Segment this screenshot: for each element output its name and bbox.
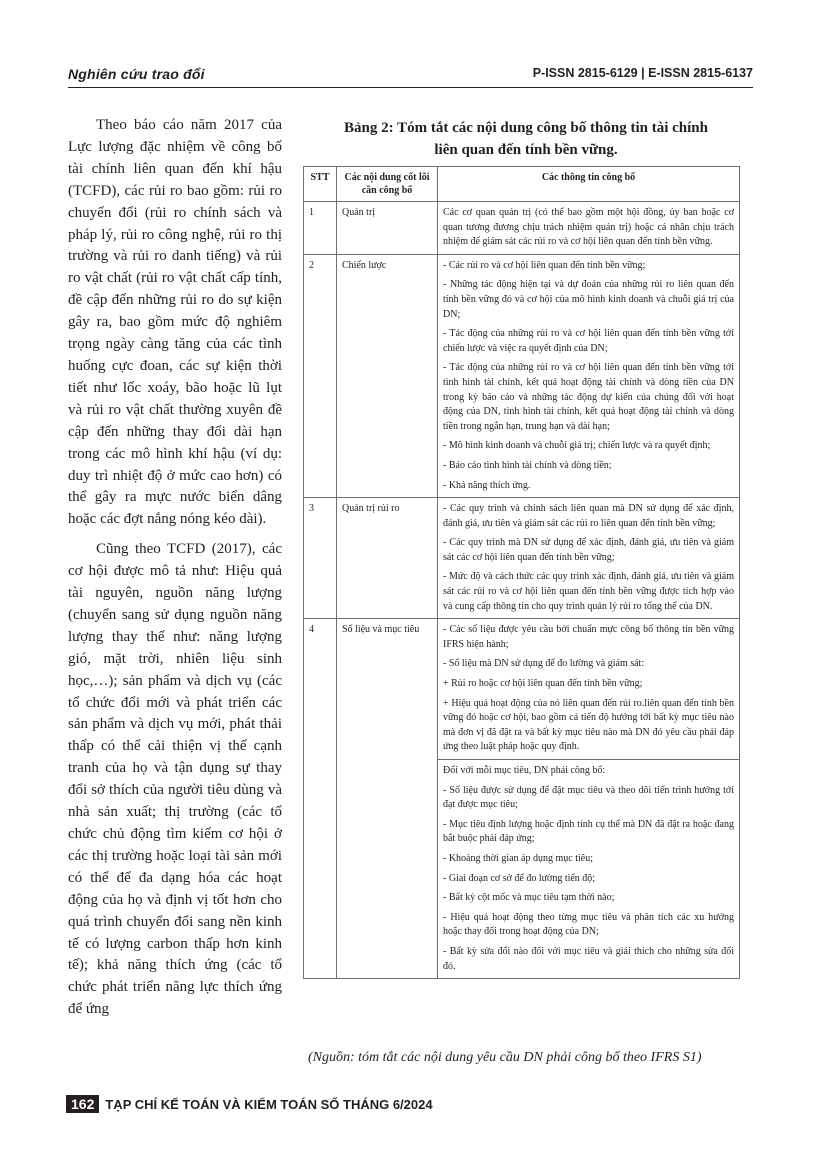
header-stt: STT xyxy=(304,167,337,202)
info-line: - Giai đoạn cơ sở để đo lường tiến độ; xyxy=(443,872,596,884)
page-header xyxy=(68,66,753,88)
table-row xyxy=(304,202,740,255)
journal-name: TẠP CHÍ KẾ TOÁN VÀ KIỂM TOÁN SỐ THÁNG 6/2024 xyxy=(105,1096,433,1112)
table-row xyxy=(304,254,740,497)
table-header-row xyxy=(304,167,740,202)
cell-core-content: Quản trị rủi ro xyxy=(337,498,438,619)
cell-core-content: Số liệu và mục tiêu xyxy=(337,619,438,979)
header-core-content: Các nội dung cốt lõi cần công bố xyxy=(337,167,438,202)
cell-disclosure-info xyxy=(438,202,740,255)
cell-disclosure-info xyxy=(438,498,740,619)
cell-disclosure-info xyxy=(438,760,740,979)
cell-stt: 1 xyxy=(304,202,337,255)
info-line: - Các số liệu được yêu cầu bởi chuẩn mực công bố thông tin bền vững IFRS hiện hành; xyxy=(443,624,734,650)
page-footer xyxy=(66,1093,433,1115)
info-line: - Bất kỳ cột mốc và mục tiêu tạm thời nào; xyxy=(443,892,615,904)
table-source-note: (Nguồn: tóm tắt các nội dung yêu cầu DN phải công bố theo IFRS S1) xyxy=(308,1050,702,1065)
cell-stt: 2 xyxy=(304,254,337,497)
info-line: - Các quy trình mà DN sử dụng để xác định, đánh giá, ưu tiên và giám sát các cơ hội liên quan đến tính bền vững; xyxy=(443,537,734,563)
header-rule xyxy=(68,87,753,88)
cell-disclosure-info xyxy=(438,254,740,497)
body-paragraph: Cũng theo TCFD (2017), các cơ hội được mô tả như: Hiệu quả tài nguyên, nguồn năng lượng (chuyển sang sử dụng nguồn năng lượng thay thế như: năng lượng gió, mặt trời, nhiên liệu sinh học,…); sản phẩm và dịch vụ (các tổ chức đổi mới và phát triển các sản phẩm và dịch vụ mới, phát thải thấp có thể cải thiện vị thế cạnh tranh của họ và tận dụng sự thay đổi sở thích của người tiêu dùng và nhà sản xuất; thị trường (các tổ chức chủ động tìm kiếm cơ hội ở các thị trường hoặc loại tài sản mới có thể để đa dạng hóa các hoạt động của họ và định vị tốt hơn cho quá trình chuyển đổi sang nền kinh tế có lượng carbon thấp hơn kinh tế); khả năng thích ứng (các tổ chức phát triển năng lực thích ứng để ứng xyxy=(68,541,282,1018)
info-line: Các cơ quan quản trị (có thể bao gồm một hội đồng, ủy ban hoặc cơ quan tương đương chịu trách nhiệm quản trị) hoặc cá nhân chịu trách nhiệm để giám sát các rủi ro và cơ hội liên quan đến tính bền vững. xyxy=(443,207,734,248)
body-text-column xyxy=(68,115,282,1029)
info-line: - Hiệu quả hoạt động theo từng mục tiêu và phân tích các xu hướng hoặc thay đổi trong hoạt động của DN; xyxy=(443,911,734,938)
info-line: - Mục tiêu định lượng hoặc định tính cụ thể mà DN đã đặt ra hoặc đang bắt buộc phải đáp ứng; xyxy=(443,818,734,845)
section-label: Nghiên cứu trao đổi xyxy=(68,66,205,82)
info-line: - Số liệu mà DN sử dụng để đo lường và giám sát: xyxy=(443,658,645,670)
table-row xyxy=(304,619,740,760)
info-line: - Tác động của những rủi ro và cơ hội liên quan đến tính bền vững tới tình hình tài chính, kết quả hoạt động tài chính và dòng tiền của DN trong kỳ báo cáo và những tác động dự kiến của chúng đối với hoạt động của DN, tình hình tài chính, kết quả hoạt động tài chính và dòng tiền trong ngắn hạn, trung hạn và dài hạn; xyxy=(443,362,734,432)
table-row xyxy=(304,498,740,619)
issn-label: P-ISSN 2815-6129 | E-ISSN 2815-6137 xyxy=(532,66,753,80)
info-line: - Tác động của những rủi ro và cơ hội liên quan đến tính bền vững tới chiến lược và việc ra quyết định của DN; xyxy=(443,328,734,354)
cell-stt: 3 xyxy=(304,498,337,619)
info-line: - Bất kỳ sửa đổi nào đối với mục tiêu và giải thích cho những sửa đổi đó. xyxy=(443,945,734,972)
info-line: + Rủi ro hoặc cơ hội liên quan đến tính bền vững; xyxy=(443,678,643,690)
table-title xyxy=(300,117,752,161)
info-line: - Khoảng thời gian áp dụng mục tiêu; xyxy=(443,852,593,864)
table-title-line: Bảng 2: Tóm tắt các nội dung công bố thông tin tài chính xyxy=(344,120,708,136)
info-line: - Khả năng thích ứng. xyxy=(443,479,531,491)
info-line: - Báo cáo tình hình tài chính và dòng tiền; xyxy=(443,459,612,471)
disclosure-table xyxy=(303,166,740,979)
body-paragraph: Theo báo cáo năm 2017 của Lực lượng đặc nhiệm về công bố tài chính liên quan đến khí hậu (TCFD), các rủi ro bao gồm: rủi ro chuyển đổi (rủi ro chính sách và pháp lý, rủi ro công nghệ, rủi ro thị trường và rủi ro danh tiếng) và rủi ro vật chất (rủi ro vật chất cấp tính, đề cập đến những rủi ro do sự kiện gây ra, bao gồm mức độ nghiêm trọng ngày càng tăng của các tình huống cực đoan, các sự kiện thời tiết như lốc xoáy, bão hoặc lũ lụt và rủi ro vật chất thường xuyên đề cập đến những thay đổi dài hạn trong các mô hình khí hậu (ví dụ: duy trì nhiệt độ ở mức cao hơn) có thể gây ra mực nước biển dâng hoặc các đợt nắng nóng kéo dài). xyxy=(68,117,282,528)
info-line: - Các quy trình và chính sách liên quan mà DN sử dụng để xác định, đánh giá, ưu tiên và giám sát các rủi ro liên quan đến tính bền vững; xyxy=(443,503,734,529)
header-disclosure-info: Các thông tin công bố xyxy=(438,167,740,202)
info-line: - Mức độ và cách thức các quy trình xác định, đánh giá, ưu tiên và giám sát các rủi ro và cơ hội liên quan đến tính bền vững được tích hợp vào và cung cấp thông tin cho quy trình quản lý rủi ro tổng thể của DN. xyxy=(443,571,734,612)
cell-stt: 4 xyxy=(304,619,337,979)
page-number: 162 xyxy=(66,1095,99,1113)
table-title-line: liên quan đến tính bền vững. xyxy=(434,142,618,158)
info-line: - Các rủi ro và cơ hội liên quan đến tính bền vững; xyxy=(443,259,646,271)
info-line: - Những tác động hiện tại và dự đoán của những rủi ro liên quan đến tính bền vững đó và cơ hội của mô hình kinh doanh và chuỗi giá trị của DN; xyxy=(443,279,734,320)
info-line: + Hiệu quả hoạt động của nó liên quan đến rủi ro.liên quan đến tính bền vững đó hoặc cơ hội, bao gồm cả tiến độ hướng tới bất kỳ mục tiêu nào mà đơn vị đã đặt ra và bất kỳ mục tiêu nào mà DN đó yêu cầu phải đáp ứng theo luật pháp hoặc quy định. xyxy=(443,697,734,753)
info-line: - Mô hình kinh doanh và chuỗi giá trị; chiến lược và ra quyết định; xyxy=(443,440,711,452)
info-line: - Số liệu được sử dụng để đặt mục tiêu và theo dõi tiến trình hướng tới đạt được mục tiêu; xyxy=(443,784,734,811)
info-line: Đối với mỗi mục tiêu, DN phải công bố: xyxy=(443,765,606,776)
cell-disclosure-info xyxy=(438,619,740,760)
cell-core-content: Chiến lược xyxy=(337,254,438,497)
cell-core-content: Quản trị xyxy=(337,202,438,255)
